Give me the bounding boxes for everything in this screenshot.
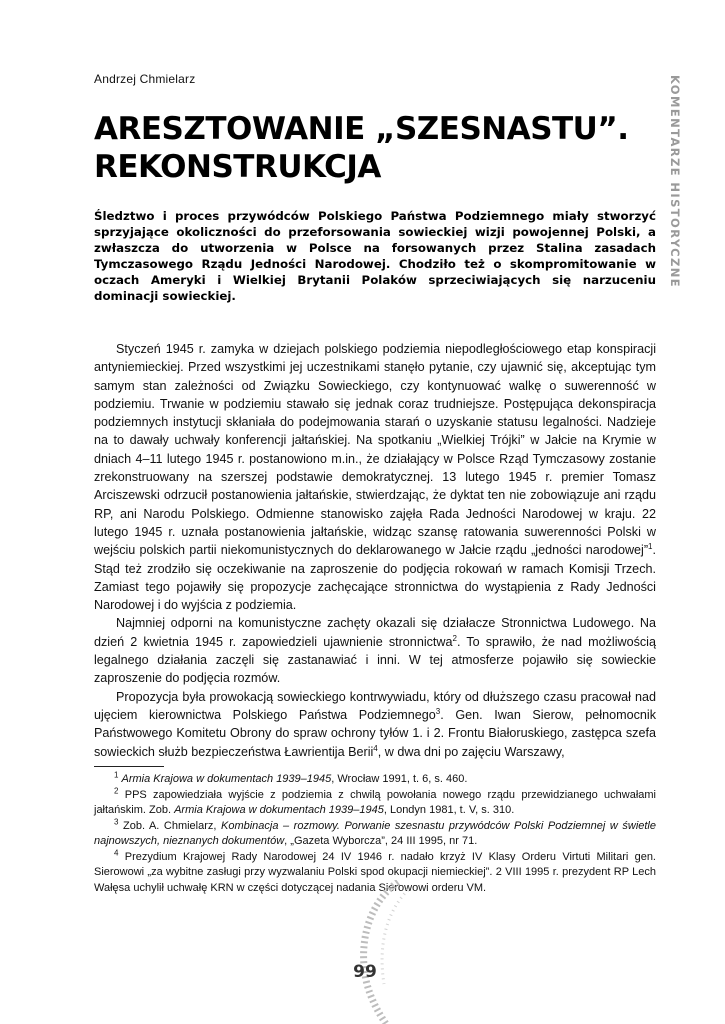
footnote-text: PPS zapowiedziała wyjście z podziemia z chwilą powołania nowego rządu przewidzianego uchwałami jałtańskim. Zob. bbox=[94, 788, 656, 816]
footnote-title: Kombinacja – rozmowy. Porwanie szesnastu przywódców Polski Podziemnej w świetle najnowszych, nieznanych dokumentów bbox=[94, 819, 656, 847]
footnote-3 bbox=[94, 816, 656, 850]
footnote-text: , Londyn 1981, t. V, s. 310. bbox=[383, 804, 515, 816]
footnote-ref: 4 bbox=[373, 743, 378, 753]
page-ornament bbox=[340, 880, 420, 1024]
footnote-ref: 2 bbox=[452, 633, 457, 643]
footnote-number: 3 bbox=[114, 816, 119, 826]
footnote-title: Armia Krajowa w dokumentach 1939–1945 bbox=[121, 773, 332, 785]
paragraph-text: Propozycja była prowokacją sowieckiego kontrwywiadu, który od dłuższego czasu pracował nad ujęciem kierownictwa Polskiego Państwa Podziemnego bbox=[94, 689, 656, 722]
article-title bbox=[94, 110, 654, 186]
footnote-ref: 1 bbox=[648, 542, 653, 552]
page-number: 99 bbox=[353, 962, 377, 982]
author-name: Andrzej Chmielarz bbox=[94, 72, 196, 86]
title-line-2: REKONSTRUKCJA bbox=[94, 149, 381, 185]
article-lead: Śledztwo i proces przywódców Polskiego Państwa Podziemnego miały stworzyć sprzyjające okoliczności do przeforsowania sowieckiej wizji powojennej Polski, a zwłaszcza do utworzenia w Polsce na forsowanych przez Stalina zasadach Tymczasowego Rządu Jedności Narodowej. Chodziło też o skompromitowanie w oczach Ameryki i Wielkiej Brytanii Polaków sprzeciwiających się narzuceniu dominacji sowieckiej. bbox=[94, 209, 656, 303]
footnote-2 bbox=[94, 785, 656, 819]
footnote-number: 2 bbox=[114, 785, 119, 795]
footnote-title: Armia Krajowa w dokumentach 1939–1945 bbox=[174, 804, 384, 816]
footnote-divider bbox=[94, 766, 164, 767]
paragraph-text: . To sprawiło, że nad możliwością legalnego działania zaczęli się zastanawiać i inni. W tej atmosferze pojawiło się sowieckie zaproszenie do podjęcia rozmów. bbox=[94, 634, 656, 686]
section-label: KOMENTARZE HISTORYCZNE bbox=[668, 75, 682, 289]
paragraph-3 bbox=[94, 688, 656, 761]
footnote-number: 4 bbox=[114, 847, 119, 857]
footnote-number: 1 bbox=[114, 770, 119, 780]
paragraph-text: , w dwa dni po zajęciu Warszawy, bbox=[377, 744, 565, 759]
footnote-ref: 3 bbox=[435, 706, 441, 716]
paragraph-2 bbox=[94, 614, 656, 687]
footnote-text: , „Gazeta Wyborcza”, 24 III 1995, nr 71. bbox=[284, 835, 478, 847]
footnote-text: Zob. A. Chmielarz, bbox=[123, 819, 221, 832]
paragraph-1 bbox=[94, 340, 656, 614]
footnote-text: Prezydium Krajowej Rady Narodowej 24 IV 1946 r. nadało krzyż IV Klasy Orderu Virtuti Militari gen. Sierowowi „za wybitne zasługi przy wyzwalaniu Polski spod okupacji niemieckiej”. 2 VIII 1995 r. prezydent RP Lech Wałęsa uchylił uchwałę KRN w części dotyczącej nadania Sierowowi orderu VM. bbox=[94, 850, 656, 894]
footnote-text: , Wrocław 1991, t. 6, s. 460. bbox=[331, 773, 468, 785]
paragraph-text: . Stąd też zrodziło się oczekiwanie na zaproszenie do podjęcia rokowań w ramach Komisji Trzech. Zamiast tego pojawiły się propozycje zachęcające stronnictwa do wystąpienia z Rady Jedności Narodowej i do wyjścia z podziemia. bbox=[94, 543, 656, 613]
footnote-1 bbox=[94, 772, 656, 788]
footnotes bbox=[94, 772, 656, 896]
paragraph-text: Styczeń 1945 r. zamyka w dziejach polskiego podziemia niepodległościowego etap konspiracji antyniemieckiej. Przed wszystkimi jej uczestnikami stanęło pytanie, czy ujawnić się, akceptując tym samym stan zależności od Związku Sowieckiego, czy kontynuować walkę o suwerenność w podziemiu. Trwanie w podziemiu stawało się jednak coraz trudniejsze. Postępująca dekonspiracja podziemnych instytucji skłaniała do podejmowania starań o uzyskanie statusu legalności. Nadzieje na to dawały uchwały konferencji jałtańskiej. Na spotkaniu „Wielkiej Trójki” w Jałcie na Krymie w dniach 4–11 lutego 1945 r. postanowiono m.in., że działający w Polsce Rząd Tymczasowy zostanie zrekonstruowany na szerszej podstawie demokratycznej. 13 lutego 1945 r. premier Tomasz Arciszewski odrzucił postanowienia jałtańskie, stwierdzając, że dyktat ten nie zobowiązuje ani rządu RP, ani Narodu Polskiego. Odmienne stanowisko zajęła Rada Jedności Narodowej w kraju. 22 lutego 1945 r. uznała postanowienia jałtańskie, widząc szansę ratowania suwerenności Polski w wejściu polskich partii niekomunistycznych do deklarowanego w Jałcie rządu „jedności narodowej” bbox=[94, 342, 656, 558]
title-line-1: ARESZTOWANIE „SZESNASTU”. bbox=[94, 111, 629, 147]
paragraph-text: Najmniej odporni na komunistyczne zachęty okazali się działacze Stronnictwa Ludowego. Na dzień 2 kwietnia 1945 r. zapowiedzieli ujawnienie stronnictwa bbox=[94, 616, 656, 649]
article-body bbox=[94, 340, 656, 761]
paragraph-text: . Gen. Iwan Sierow, pełnomocnik Państwowego Komitetu Obrony do spraw ochrony tyłów 1. i 2. Frontu Białoruskiego, zastępca szefa sowieckich służb bezpieczeństwa Ławrientija Berii bbox=[94, 707, 657, 759]
